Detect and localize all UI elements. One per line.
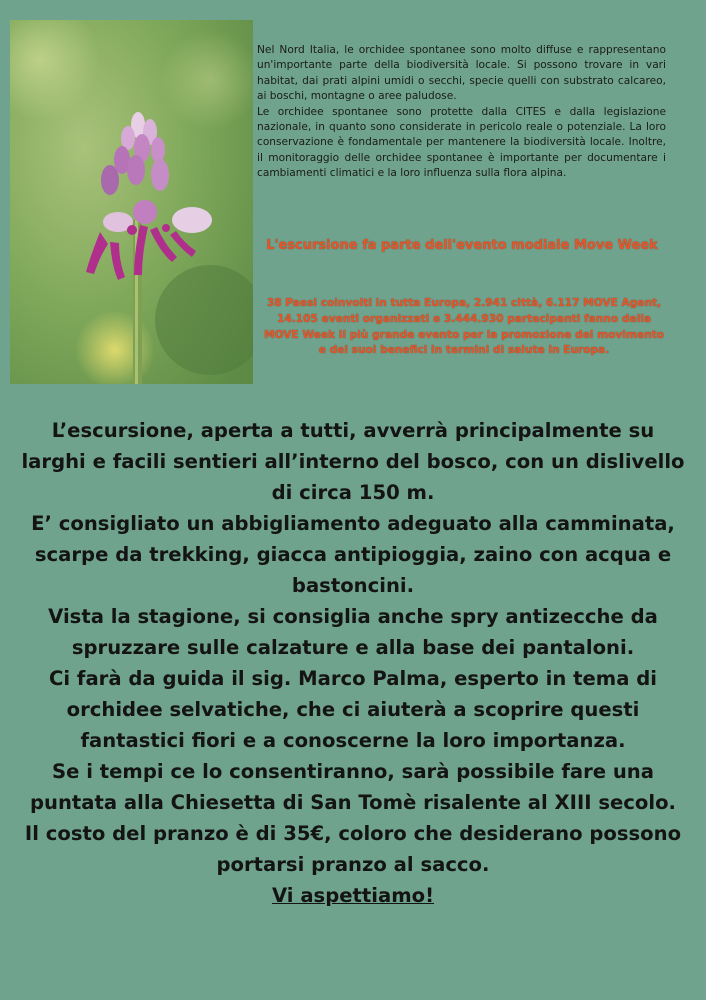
excursion-details bbox=[20, 415, 686, 911]
detail-paragraph-route: L’escursione, aperta a tutti, avverrà principalmente su larghi e facili sentieri all’interno del bosco, con un dislivello di circa 150 m. bbox=[21, 419, 685, 504]
orchid-photo bbox=[10, 20, 253, 384]
intro-text bbox=[257, 43, 666, 182]
orchid-image bbox=[10, 20, 253, 384]
detail-paragraph-chapel: Se i tempi ce lo consentiranno, sarà possibile fare una puntata alla Chiesetta di San Tomè risalente al XIII secolo. bbox=[30, 760, 676, 814]
move-week-title: L'escursione fa parte dell'evento modiale Move Week bbox=[266, 238, 658, 253]
intro-paragraph-1: Nel Nord Italia, le orchidee spontanee sono molto diffuse e rappresentano un'importante parte della biodiversità locale. Si possono trovare in vari habitat, dai prati alpini umidi o secchi, specie quelli con substrato calcareo, ai boschi, montagne o aree paludose. bbox=[257, 44, 666, 103]
detail-paragraph-clothing: E’ consigliato un abbigliamento adeguato alla camminata, scarpe da trekking, giacca antipioggia, zaino con acqua e bastoncini. bbox=[31, 512, 675, 597]
detail-paragraph-tick-spray: Vista la stagione, si consiglia anche spry antizecche da spruzzare sulle calzature e alla base dei pantaloni. bbox=[48, 605, 658, 659]
closing-line: Vi aspettiamo! bbox=[271, 884, 435, 907]
detail-paragraph-lunch: Il costo del pranzo è di 35€, coloro che desiderano possono portarsi pranzo al sacco. bbox=[24, 822, 682, 876]
intro-paragraph-2: Le orchidee spontanee sono protette dalla CITES e dalla legislazione nazionale, in quanto sono considerate in pericolo reale o potenziale. La loro conservazione è fondamentale per mantenere la biodiversità locale. Inoltre, il monitoraggio delle orchidee spontanee è importante per documentare i cambiamenti climatici e la loro influenza sulla flora alpina. bbox=[257, 105, 666, 180]
move-week-text: 38 Paesi coinvolti in tutta Europa, 2.941 città, 6.117 MOVE Agent, 14.105 eventi organizzati e 3.444.930 partecipanti fanno della MOVE Week il più grande evento per la promozione del movimento e dei suoi benefici in termini di salute in Europa. bbox=[263, 297, 665, 357]
detail-paragraph-guide: Ci farà da guida il sig. Marco Palma, esperto in tema di orchidee selvatiche, che ci aiuterà a scoprire questi fantastici fiori e a conoscerne la loro importanza. bbox=[49, 667, 657, 752]
